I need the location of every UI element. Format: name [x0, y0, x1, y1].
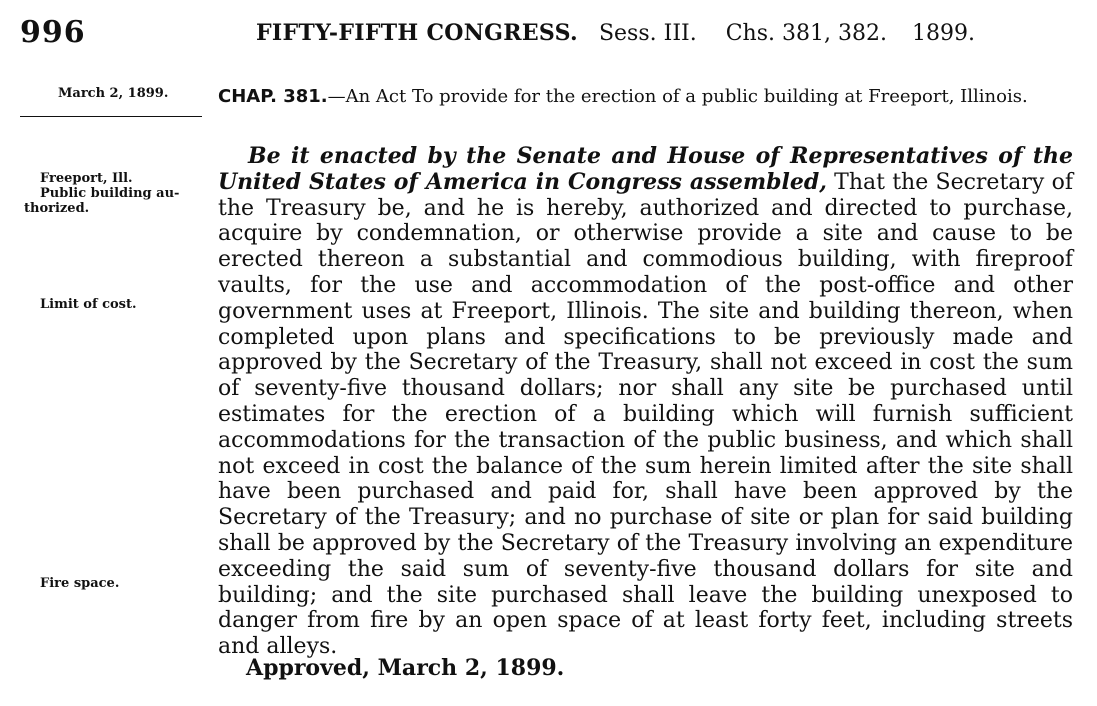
approval-line: Approved, March 2, 1899.: [246, 655, 565, 681]
margin-note-fire: Fire space.: [40, 576, 120, 591]
margin-note-public-line1: Public building au-: [40, 186, 180, 201]
running-head-session: Sess. III.: [598, 21, 697, 46]
page-number: 996: [20, 15, 86, 50]
act-body: [218, 144, 1073, 660]
chapter-title: —An Act To provide for the erection of a public building at Freeport, Illinois.: [327, 86, 1028, 107]
running-head-title: FIFTY-FIFTH CONGRESS.: [256, 20, 578, 46]
margin-note-public-line2: thorized.: [24, 201, 90, 216]
margin-divider: [20, 116, 202, 117]
act-text: That the Secretary of the Treasury be, and he is hereby, authorized and directed to purchase, acquire by condemnation, or otherwise provide a site and cause to be erected thereon a substantial and commodious building, with fireproof vaults, for the use and accommodation of the post-office and other government uses at Freeport, Illinois. The site and building thereon, when completed upon plans and specifications to be previously made and approved by the Secretary of the Treasury, shall not exceed in cost the sum of seventy-five thousand dollars; nor shall any site be purchased until estimates for the erection of a building which will furnish sufficient accommodations for the transaction of the public business, and which shall not exceed in cost the balance of the sum herein limited after the site shall have been purchased and paid for, shall have been approved by the Secretary of the Treasury; and no purchase of site or plan for said building shall be approved by the Secretary of the Treasury involving an expenditure exceeding the said sum of seventy-five thousand dollars for site and building; and the site purchased shall leave the building unexposed to danger from fire by an open space of at least forty feet, including streets and alleys.: [218, 169, 1073, 660]
running-head-year: 1899.: [911, 21, 975, 46]
running-head: [256, 20, 1056, 46]
chapter-label: CHAP. 381.: [218, 86, 328, 107]
margin-note-public-building: [24, 186, 210, 216]
margin-date: March 2, 1899.: [58, 86, 169, 101]
enacting-clause: Be it enacted by the Senate and House of Representatives of the United States of America in Congress assembled,: [218, 143, 1073, 195]
margin-note-limit: Limit of cost.: [40, 297, 137, 312]
running-head-chapters: Chs. 381, 382.: [725, 21, 887, 46]
chapter-heading: [218, 86, 1073, 107]
margin-note-place: Freeport, Ill.: [40, 171, 133, 186]
